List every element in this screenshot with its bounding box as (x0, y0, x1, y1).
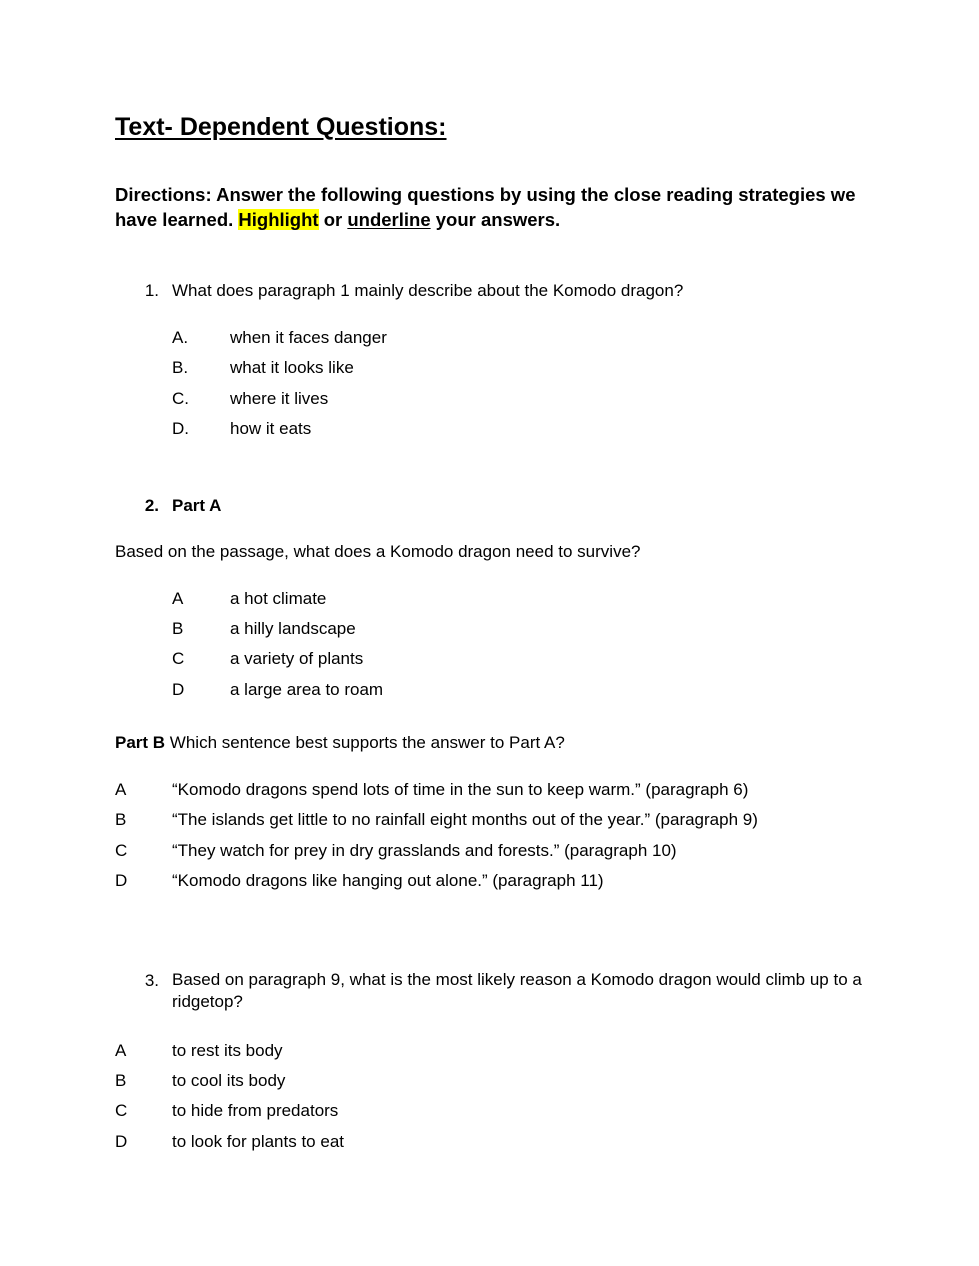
q3-option-a-letter: A (115, 1041, 127, 1060)
q3-option-c-text: to hide from predators (172, 1101, 339, 1120)
question-1-text: What does paragraph 1 mainly describe about the Komodo dragon? (172, 281, 684, 300)
directions-or: or (318, 209, 348, 230)
question-2-part-b-label: Part B (115, 733, 166, 752)
question-2-part-a-label: Part A (172, 496, 222, 515)
q2b-option-c-letter: C (115, 841, 128, 860)
q2a-option-b-letter: B (172, 619, 184, 638)
q2a-option-c-letter: C (172, 649, 185, 668)
question-2-number: 2. (144, 496, 159, 515)
q1-option-c-text: where it lives (230, 389, 329, 408)
q2a-option-a-letter: A (172, 589, 184, 608)
q2b-option-c-text: “They watch for prey in dry grasslands and forests.” (paragraph 10) (172, 841, 677, 860)
q2a-option-d-text: a large area to roam (230, 680, 384, 699)
q3-option-c-letter: C (115, 1101, 128, 1120)
q1-option-b-text: what it looks like (230, 358, 354, 377)
q2b-option-d-text: “Komodo dragons like hanging out alone.” (paragraph 11) (172, 871, 604, 890)
q2b-option-d-letter: D (115, 871, 128, 890)
q3-option-d-letter: D (115, 1132, 128, 1151)
q1-option-a-letter: A. (172, 328, 189, 347)
q3-option-b-letter: B (115, 1071, 127, 1090)
q2b-option-a-text: “Komodo dragons spend lots of time in the sun to keep warm.” (paragraph 6) (172, 780, 749, 799)
q1-option-a-text: when it faces danger (230, 328, 387, 347)
q2b-option-a-letter: A (115, 780, 127, 799)
question-3-text: Based on paragraph 9, what is the most likely reason a Komodo dragon would climb up to a ridgetop? (172, 970, 862, 1011)
question-2-part-b (115, 732, 565, 754)
q2b-option-b-text: “The islands get little to no rainfall eight months out of the year.” (paragraph 9) (172, 810, 758, 829)
q2b-option-b-letter: B (115, 810, 127, 829)
q1-option-d-text: how it eats (230, 419, 312, 438)
directions-tail: your answers. (430, 209, 561, 230)
q3-option-d-text: to look for plants to eat (172, 1132, 344, 1151)
q1-option-c-letter: C. (172, 389, 189, 408)
q2a-option-c-text: a variety of plants (230, 649, 364, 668)
question-1-number: 1. (144, 281, 159, 300)
question-2-part-a-text: Based on the passage, what does a Komodo dragon need to survive? (115, 542, 641, 561)
page-title: Text- Dependent Questions: (115, 113, 447, 141)
directions (115, 182, 875, 232)
q3-option-a-text: to rest its body (172, 1041, 283, 1060)
q2a-option-a-text: a hot climate (230, 589, 327, 608)
question-2-part-b-text: Which sentence best supports the answer to Part A? (165, 733, 565, 752)
directions-highlight-word: Highlight (238, 209, 319, 230)
question-3-number: 3. (144, 971, 159, 990)
directions-lead: Directions: Answer the following questions by using the close reading strategies we have learned. (115, 184, 856, 230)
directions-underline-word: underline (347, 209, 431, 230)
q1-option-d-letter: D. (172, 419, 189, 438)
q2a-option-d-letter: D (172, 680, 185, 699)
q3-option-b-text: to cool its body (172, 1071, 286, 1090)
q1-option-b-letter: B. (172, 358, 189, 377)
q2a-option-b-text: a hilly landscape (230, 619, 356, 638)
